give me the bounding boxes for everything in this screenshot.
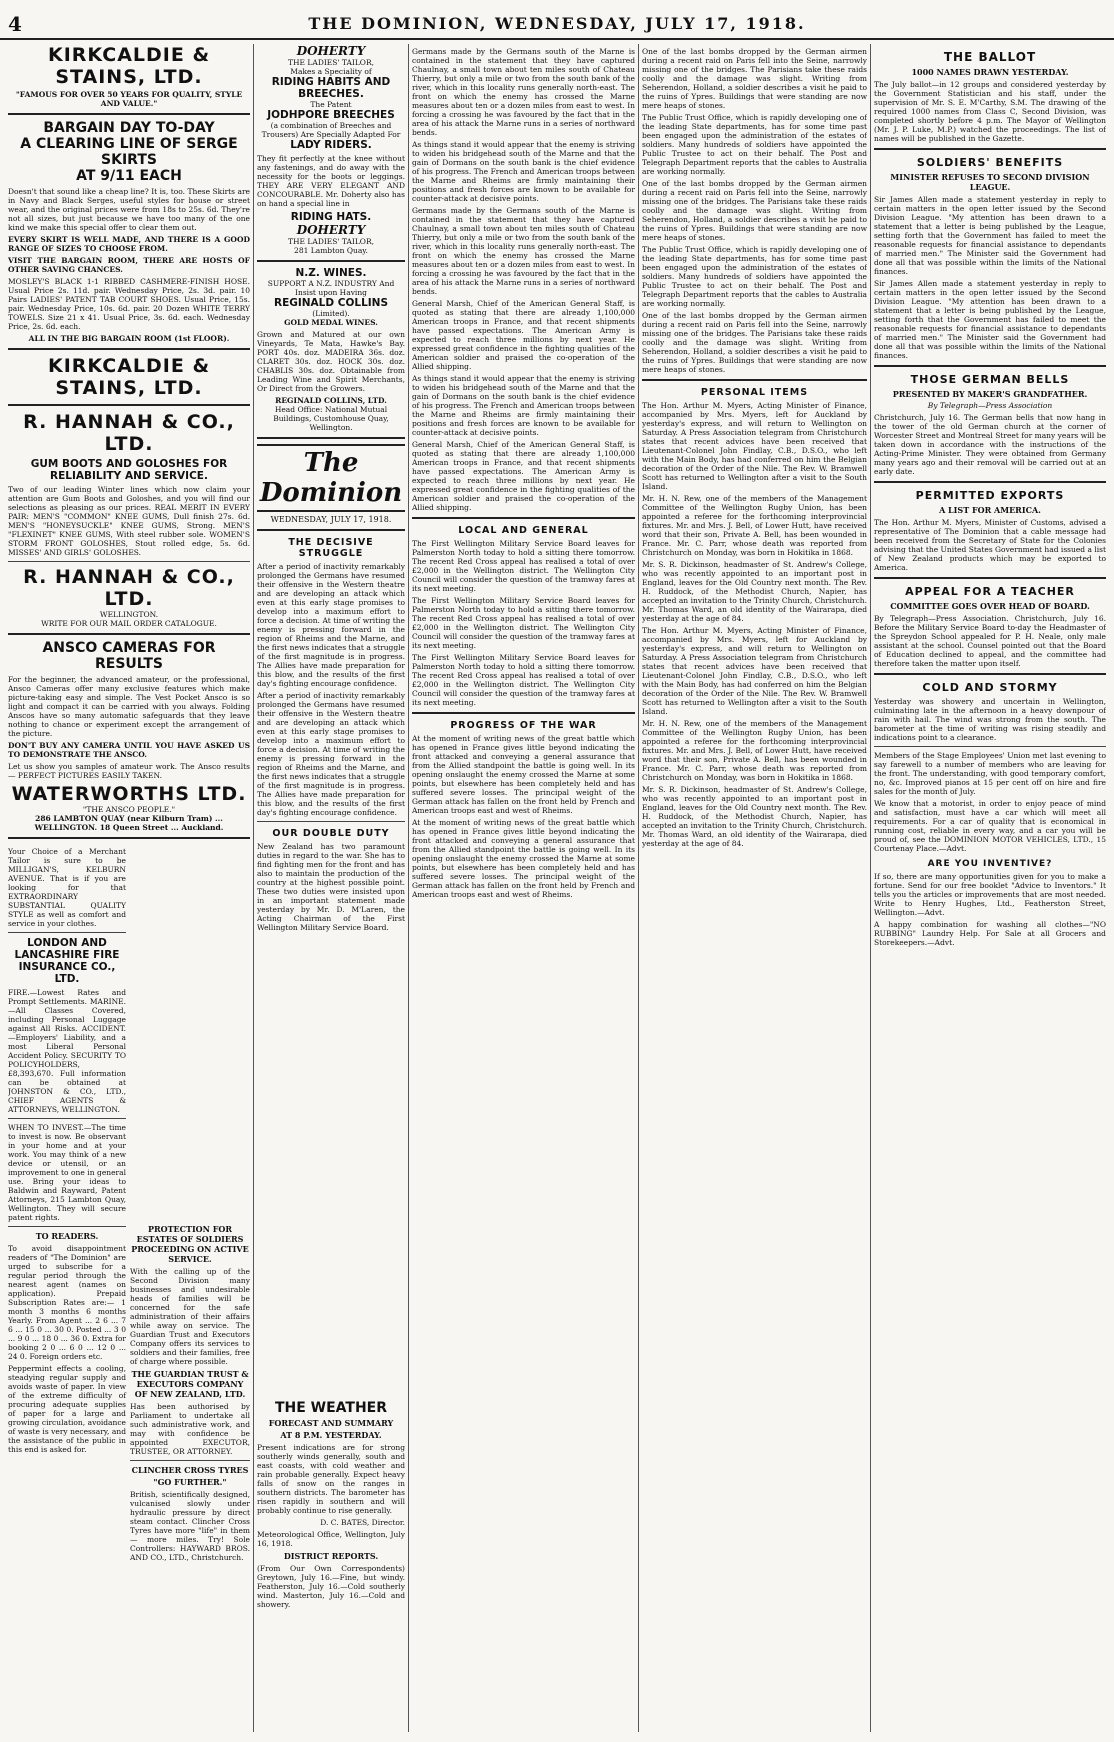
- forecast-signoff: D. C. BATES, Director.: [320, 1518, 405, 1527]
- divider: [874, 481, 1106, 483]
- nzwines-name-2: REGINALD COLLINS, LTD.: [275, 396, 387, 405]
- divider: [412, 712, 635, 714]
- divider: [874, 673, 1106, 675]
- inventive-title: ARE YOU INVENTIVE?: [927, 859, 1053, 869]
- hannah-catalogue: WRITE FOR OUR MAIL ORDER CATALOGUE.: [41, 619, 217, 628]
- divider: [8, 633, 250, 635]
- last-text: A happy combination for washing all clothes—"NO RUBBING" Laundry Help. For Sale at all Grocers and Storekeepers.—Advt.: [874, 920, 1106, 947]
- cold-text: Yesterday was showery and uncertain in Wellington, culminating late in the afternoon in a heavy downpour of rain with hail. The wind was strong from the south. The barometer at the time of writing was rising steadily and indications point to a clearance.: [874, 697, 1106, 742]
- soldiers-title: SOLDIERS' BENEFITS: [916, 156, 1064, 169]
- readers-note: Peppermint effects a cooling, steadying regular supply and avoids waste of paper. In view of the extreme difficulty of procuring adequate supplies of paper for a large and growing circulation, avoidance of waste is very necessary, and the assistance of the public in this end is asked for.: [8, 1364, 126, 1454]
- masthead-title: THE DOMINION, WEDNESDAY, JULY 17, 1918.: [308, 14, 806, 33]
- column-5: [874, 44, 1106, 1732]
- soldiers-text: Sir James Allen made a statement yesterday in reply to certain matters in the open letter issued by the Second Division League. "My attention has been drawn to a statement that a letter is being published by the League, setting forth that the Government has failed to meet the reasonable requests for financial assistance to dependants of married men." The Minister said the Government had done all that was possible within the limits of the National finances.: [874, 195, 1106, 276]
- page-number: 4: [8, 12, 22, 36]
- clincher-text: British, scientifically designed, vulcanised slowly under hydraulic pressure by direct steam contact. Clincher Cross Tyres have more "life" in them — more miles. Try! Sole Controllers: HAYWARD BROS. AND CO., LTD., Christchurch.: [130, 1490, 250, 1562]
- bargain-title: BARGAIN DAY TO-DAY: [43, 120, 215, 136]
- column-3: [412, 44, 635, 1732]
- doherty-patent: The Patent: [310, 100, 352, 109]
- nzwines-gold: GOLD MEDAL WINES.: [284, 318, 378, 327]
- progress-text-2: At the moment of writing news of the great battle which has opened in France gives little beyond indicating the front attacked and conveying a general assurance that from the Allied standpoint the battle is going well. In its opening onslaught the enemy crossed the Marne at some points, but elsewhere has been completely held and has suffered severe losses. The principal weight of the German attack has fallen on the front held by French and American troops east and west of Rheims.: [412, 818, 635, 899]
- divider: [642, 379, 867, 381]
- waterworths-address: 286 LAMBTON QUAY (near Kilburn Tram) ... WELLINGTON. 18 Queen Street ... Auckland.: [34, 814, 224, 832]
- divider: [874, 746, 1106, 747]
- divider: [130, 1460, 250, 1461]
- personal-text: The Hon. Arthur M. Myers, Acting Minister of Finance, accompanied by Mrs. Myers, left for Auckland by yesterday's express, and will return to Wellington on Saturday. A Press Association telegram from Christchurch states that recent advices have been received that Lieutenant-Colonel John Findlay, C.B., D.S.O., who left with the Main Body, has had conferred on him the Belgian decoration of the Order of the Nile. The Rev. W. Bramwell Scott has returned to Wellington after a visit to the South Island.: [642, 401, 867, 491]
- progress-text: At the moment of writing news of the great battle which has opened in France gives little beyond indicating the front attacked and conveying a general assurance that from the Allied standpoint the battle is going well. In its opening onslaught the enemy crossed the Marne at some points, but elsewhere has been completely held and has suffered severe losses. The principal weight of the German attack has fallen on the front held by French and American troops east and west of Rheims.: [412, 734, 635, 815]
- progress-title: PROGRESS OF THE WAR: [450, 720, 597, 731]
- ansco-free: Let us show you samples of amateur work. The Ansco results — PERFECT PICTURES EASILY TAKEN.: [8, 762, 250, 780]
- editorial-text: After a period of inactivity remarkably prolonged the Germans have resumed their offensive in the Western theatre and are developing an attack which even at this early stage promises to develop into a maximum effort to force a decision. At time of writing the enemy is pressing forward in the region of Rheims and the Marne, and the first news indicates that a struggle of the first magnitude is in progress. The Allies have made preparation for this blow, and the results of the first day's fighting encourage confidence.: [257, 562, 405, 688]
- central-text-2: General Marsh, Chief of the American General Staff, is quoted as stating that there are already 1,100,000 American troops in France, and that recent shipments have passed expectations. The American Army is expected to reach three millions by next year. He expressed great confidence in the fighting qualities of the American soldier and praised the co-operation of the Allied shipping.: [412, 440, 635, 512]
- district-text: (From Our Own Correspondents) Greytown, July 16.—Fine, but windy. Featherston, July 16.—Cold southerly wind. Masterton, July 16.—Cold and showery.: [257, 1564, 405, 1609]
- divider: [8, 932, 126, 933]
- column-rule: [408, 44, 409, 1732]
- forecast-text: Present indications are for strong southerly winds generally, south and east coasts, with cold weather and rain probable generally. Expect heavy falls of snow on the ranges in southern districts. The barometer has risen rapidly in southern and will probably continue to rise generally.: [257, 1443, 405, 1515]
- cold-title: COLD AND STORMY: [922, 681, 1058, 694]
- exports-text: The Hon. Arthur M. Myers, Minister of Customs, advised a representative of The Dominion that a cable message had been received from the Secretary of State for the Colonies advising that the United States Government had issued a list of New Zealand products which may be exported to America.: [874, 518, 1106, 572]
- doherty-sub-2: THE LADIES' TAILOR,: [288, 237, 374, 246]
- war-text-2: As things stand it would appear that the enemy is striving to widen his bridgehead south of the Marne and that the gain of Dormans on the south bank is the chief evidence of his progress. The French and American troops between the Marne and Rheims are firmly maintaining their positions and fresh forces are known to be available for counter-attack at decisive points.: [412, 140, 635, 203]
- ballot-text: The July ballot—in 12 groups and considered yesterday by the Government Statistician and his staff, under the supervision of Mr. S. E. M'Carthy, S.M. The drawing of the required 1000 names from Class C, Second Division, was completed shortly before 4 p.m. The Mayor of Wellington (Mr. J. P. Luke, M.P.) watched the proceedings. The list of names will be published in the Gazette.: [874, 80, 1106, 143]
- divider: [8, 837, 250, 839]
- london-text: FIRE.—Lowest Rates and Prompt Settlements. MARINE.—All Classes Covered, including Personal Luggage against All Risks. ACCIDENT.—Employers' Liability, and a most Liberal Personal Accident Policy. SECURITY TO POLICYHOLDERS, £8,393,670. Full information can be obtained at JOHNSTON & CO., LTD., CHIEF AGENTS & ATTORNEYS, WELLINGTON.: [8, 988, 126, 1114]
- hannah-repeat: R. HANNAH & CO., LTD.: [23, 566, 235, 610]
- masthead: [0, 10, 1114, 40]
- protection-text: With the calling up of the Second Division many businesses and undesirable heads of families will be concerned for the safe administration of their affairs while away on service. The Guardian Trust and Executors Company offers its services to soldiers and their families, free of charge where possible.: [130, 1267, 250, 1366]
- personal-title: PERSONAL ITEMS: [700, 387, 809, 398]
- divider: [257, 260, 405, 262]
- bargain-items: MOSLEY'S BLACK 1-1 RIBBED CASHMERE-FINISH HOSE. Usual Price 2s. 11d. pair. Wednesday Price, 2s. 3d. pair. 10 Pairs LADIES' PATENT TAB COURT SHOES. Usual Price, 15s. pair. Wednesday Price, 10s. 6d. pair. 20 Dozen WHITE TERRY TOWELS. Size 21 x 41. Usual Price, 3s. 6d. each. Wednesday Price, 2s. 6d. each.: [8, 277, 250, 331]
- war-text-4: As things stand it would appear that the enemy is striving to widen his bridgehead south of the Marne and that the gain of Dormans on the south bank is the chief evidence of his progress. The French and American troops between the Marne and Rheims are firmly maintaining their positions and fresh forces are known to be available for counter-attack at decisive points.: [412, 374, 635, 437]
- doherty-note: (a combination of Breeches and Trousers) Are Specially Adapted For: [261, 121, 401, 139]
- divider: [874, 148, 1106, 150]
- paper-date: WEDNESDAY, JULY 17, 1918.: [270, 515, 392, 524]
- ballot-title: THE BALLOT: [943, 50, 1037, 64]
- teacher-text: By Telegraph—Press Association. Christchurch, July 16. Before the Military Service Board to-day the Headmaster of the Spreydon School appealed for P. H. Neale, only male assistant at the school. Counsel pointed out that the Board of Education declined to appeal, and the committee had therefore taken the matter upon itself.: [874, 614, 1106, 668]
- doherty-line3: LADY RIDERS.: [290, 139, 372, 151]
- divider: [8, 348, 250, 350]
- bells-text: Christchurch, July 16. The German bells that now hang in the tower of the old German church at the corner of Worcester Street and Montreal Street for many years will be taken down in accordance with the instructions of the Acting-Prime Minister. They were obtained from Germany many years ago and their removal will be carried out at an early date.: [874, 413, 1106, 476]
- clincher-sub: "GO FURTHER.": [153, 1477, 227, 1487]
- waterworths-sub: "THE ANSCO PEOPLE.": [82, 805, 176, 814]
- doherty-spec: Makes a Speciality of: [290, 67, 372, 76]
- duty-title: OUR DOUBLE DUTY: [272, 828, 390, 839]
- central-text: General Marsh, Chief of the American General Staff, is quoted as stating that there are already 1,100,000 American troops in France, and that recent shipments have passed expectations. The American Army is expected to reach three millions by next year. He expressed great confidence in the fighting qualities of the American soldier and praised the co-operation of the Allied shipping.: [412, 299, 635, 371]
- ballot-sub: 1000 NAMES DRAWN YESTERDAY.: [911, 67, 1069, 77]
- kirkcaldie-title: KIRKCALDIE & STAINS, LTD.: [47, 44, 211, 88]
- exports-title: PERMITTED EXPORTS: [915, 489, 1065, 502]
- personal-text-5: Mr. H. N. Rew, one of the members of the Management Committee of the Wellington Rugby Union, has been appointed a referee for the forthcoming interprovincial fixtures. Mr. and Mrs. J. Bell, of Lower Hutt, have received word that their son, Private A. Bell, has been wounded in France. Mr. C. Parr, whose death was reported from Christchurch on Monday, was born in Hokitika in 1868.: [642, 719, 867, 782]
- divider: [8, 1118, 126, 1119]
- teacher-title: APPEAL FOR A TEACHER: [905, 585, 1075, 598]
- bells-sub: PRESENTED BY MAKER'S GRANDFATHER.: [892, 389, 1088, 399]
- doherty-name: DOHERTY: [296, 44, 366, 58]
- duty-text: New Zealand has two paramount duties in regard to the war. She has to find fighting men for the front and has also to maintain the production of the country at the highest possible point. These two duties were insisted upon in an important statement made yesterday by Mr. D. M'Laren, the Acting Chairman of the First Wellington Military Service Board.: [257, 842, 405, 932]
- doherty-line4: RIDING HATS.: [290, 211, 372, 223]
- nzwines-title: N.Z. WINES.: [295, 267, 367, 279]
- divider: [874, 365, 1106, 367]
- nzwines-name: REGINALD COLLINS: [273, 297, 389, 309]
- bargain-footer: ALL IN THE BIG BARGAIN ROOM (1st FLOOR).: [28, 334, 230, 343]
- forecast-title: FORECAST AND SUMMARY: [268, 1418, 394, 1428]
- exports-sub: A LIST FOR AMERICA.: [939, 505, 1041, 515]
- column-4: [642, 44, 867, 1732]
- local-title: LOCAL AND GENERAL: [458, 525, 589, 536]
- clincher-title: CLINCHER CROSS TYRES: [131, 1465, 249, 1475]
- bells-title: THOSE GERMAN BELLS: [910, 373, 1070, 386]
- editorial-title: THE DECISIVE STRUGGLE: [288, 537, 374, 559]
- local-text-2: The First Wellington Military Service Board leaves for Palmerston North today to hold a sitting there tomorrow. The recent Red Cross appeal has realised a total of over £2,000 in the Wellington district. The Wellington City Council will consider the question of the tramway fares at its next meeting.: [412, 596, 635, 650]
- bargain-room-note: EVERY SKIRT IS WELL MADE, AND THERE IS A GOOD RANGE OF SIZES TO CHOOSE FROM.: [8, 235, 250, 253]
- kirkcaldie-slogan: "FAMOUS FOR OVER 50 YEARS FOR QUALITY, STYLE AND VALUE.": [15, 90, 243, 108]
- local-text: The First Wellington Military Service Board leaves for Palmerston North today to hold a sitting there tomorrow. The recent Red Cross appeal has realised a total of over £2,000 in the Wellington district. The Wellington City Council will consider the question of the tramway fares at its next meeting.: [412, 539, 635, 593]
- col4-top-text-3: One of the last bombs dropped by the German airmen during a recent raid on Paris fell into the Seine, narrowly missing one of the bridges. The Parisians take these raids coolly and the damage was slight. Writing from Seherendon, Holland, a soldier describes a visit he paid to the ruins of Ypres. Buildings that were standing are now mere heaps of stones.: [642, 179, 867, 242]
- guardian-title: THE GUARDIAN TRUST & EXECUTORS COMPANY OF NEW ZEALAND, LTD.: [131, 1369, 249, 1399]
- motor-text: We know that a motorist, in order to enjoy peace of mind and satisfaction, must have a car which will meet all requirements. For a car of quality that is economical in running cost, reliable in every way, and a car you will be proud of, see the DOMINION MOTOR VEHICLES, LTD., 15 Courtenay Place.—Advt.: [874, 799, 1106, 853]
- personal-text-2: Mr. H. N. Rew, one of the members of the Management Committee of the Wellington Rugby Union, has been appointed a referee for the forthcoming interprovincial fixtures. Mr. and Mrs. J. Bell, of Lower Hutt, have received word that their son, Private A. Bell, has been wounded in France. Mr. C. Parr, whose death was reported from Christchurch on Monday, was born in Hokitika in 1868.: [642, 494, 867, 557]
- personal-text-3: Mr. S. R. Dickinson, headmaster of St. Andrew's College, who was recently appointed to an important post in England, leaves for the Old Country next month. The Rev. H. Ruddock, of the Methodist Church, Napier, has accepted an invitation to the Trinity Church, Christchurch. Mr. Thomas Ward, an old identity of the Wairarapa, died yesterday at the age of 84.: [642, 560, 867, 623]
- editorial-text-2: After a period of inactivity remarkably prolonged the Germans have resumed their offensive in the Western theatre and are developing an attack which even at this early stage promises to develop into a maximum effort to force a decision. At time of writing the enemy is pressing forward in the region of Rheims and the Marne, and the first news indicates that a struggle of the first magnitude is in progress. The Allies have made preparation for this blow, and the results of the first day's fighting encourage confidence.: [257, 691, 405, 817]
- visit-note: VISIT THE BARGAIN ROOM, THERE ARE HOSTS OF OTHER SAVING CHANCES.: [8, 256, 250, 274]
- bargain-intro: Doesn't that sound like a cheap line? It is, too. These Skirts are in Navy and Black Serges, useful styles for house or street wear, and the original prices were from 18s to 25s. 6d. They're not all sizes, but just because we have too many of the one kind we make this special offer to clear them out.: [8, 187, 250, 232]
- gumboots-text: Two of our leading Winter lines which now claim your attention are Gum Boots and Goloshes, and you will find our selections as pleasing as our prices. REAL MERIT IN EVERY PAIR: MEN'S "COMMON" KNEE GUMS, Dull finish 27s. 6d. MEN'S "HONEYSUCKLE" KNEE GUMS, Strong. MEN'S "FLEXINET" KNEE GUMS, With steel rubber sole. WOMEN'S STORM FRONT GOLOSHES, Stout rolled edge, 5s. 6d. MISSES' AND GIRLS' GOLOSHES.: [8, 485, 250, 557]
- soldiers-text-2: Sir James Allen made a statement yesterday in reply to certain matters in the open letter issued by the Second Division League. "My attention has been drawn to a statement that a letter is being published by the League, setting forth that the Government has failed to meet the reasonable requests for financial assistance to dependants of married men." The Minister said the Government had done all that was possible within the limits of the National finances.: [874, 279, 1106, 360]
- nzwines-text: Grown and Matured at our own Vineyards, Te Mata, Hawke's Bay. PORT 40s. doz. MADEIRA 36s. doz. CLARET 30s. doz. HOCK 30s. doz. CHABLIS 30s. doz. Obtainable from Leading Wine and Spirit Merchants, Or Direct from the Growers.: [257, 330, 405, 393]
- personal-text-4: The Hon. Arthur M. Myers, Acting Minister of Finance, accompanied by Mrs. Myers, left for Auckland by yesterday's express, and will return to Wellington on Saturday. A Press Association telegram from Christchurch states that recent advices have been received that Lieutenant-Colonel John Findlay, C.B., D.S.O., who left with the Main Body, has had conferred on him the Belgian decoration of the Order of the Nile. The Rev. W. Bramwell Scott has returned to Wellington after a visit to the South Island.: [642, 626, 867, 716]
- milligans-text: Your Choice of a Merchant Tailor is sure to be MILLIGAN'S, KELBURN AVENUE. That is if you are looking for that EXTRAORDINARY SUBSTANTIAL QUALITY STYLE as well as comfort and service in your clothes.: [8, 847, 126, 928]
- divider: [8, 1226, 126, 1227]
- local-text-3: The First Wellington Military Service Board leaves for Palmerston North today to hold a sitting there tomorrow. The recent Red Cross appeal has realised a total of over £2,000 in the Wellington district. The Wellington City Council will consider the question of the tramway fares at its next meeting.: [412, 653, 635, 707]
- ansco-title: ANSCO CAMERAS FOR RESULTS: [42, 640, 216, 672]
- doherty-sub: THE LADIES' TAILOR,: [288, 58, 374, 67]
- clearing-title: A CLEARING LINE OF SERGE SKIRTS: [20, 136, 238, 168]
- column-rule: [253, 44, 254, 1732]
- doherty-address: 281 Lambton Quay.: [294, 246, 368, 255]
- lower-ads-left: [130, 1222, 250, 1732]
- divider: [412, 517, 635, 519]
- doherty-text: They fit perfectly at the knee without any fastenings, and do away with the necessity for the boots or leggings. THEY ARE VERY ELEGANT AND CONCOURABLE. Mr. Doherty also has on hand a special line in: [257, 154, 405, 208]
- teacher-sub: COMMITTEE GOES OVER HEAD OF BOARD.: [890, 601, 1090, 611]
- hannah-title: R. HANNAH & CO., LTD.: [23, 411, 235, 455]
- divider: [8, 404, 250, 406]
- divider: [8, 561, 250, 562]
- personal-text-6: Mr. S. R. Dickinson, headmaster of St. Andrew's College, who was recently appointed to an important post in England, leaves for the Old Country next month. The Rev. H. Ruddock, of the Methodist Church, Napier, has accepted an invitation to the Trinity Church, Christchurch. Mr. Thomas Ward, an old identity of the Wairarapa, died yesterday at the age of 84.: [642, 785, 867, 848]
- paper-nameplate: The Dominion: [257, 444, 405, 512]
- weather-title: THE WEATHER: [274, 1400, 388, 1416]
- left-subcolumn: [8, 844, 126, 1457]
- district-title: DISTRICT REPORTS.: [283, 1551, 379, 1561]
- col4-top-text-5: One of the last bombs dropped by the German airmen during a recent raid on Paris fell into the Seine, narrowly missing one of the bridges. The Parisians take these raids coolly and the damage was slight. Writing from Seherendon, Holland, a soldier describes a visit he paid to the ruins of Ypres. Buildings that were standing are now mere heaps of stones.: [642, 311, 867, 374]
- war-text-3: Germans made by the Germans south of the Marne is contained in the statement that they have captured Chaulnay, a small town about ten miles south of Chateau Thierry, but only a mile or two from the south bank of the river, which in this locality runs generally north-east. The front on which the enemy has crossed the Marne measures about ten or a dozen miles from east to west. In forcing a crossing he was favoured by the fact that in the area of his attack the Marne runs in a series of northward bends.: [412, 206, 635, 296]
- nzwines-ltd: (Limited).: [312, 309, 350, 318]
- forecast-office: Meteorological Office, Wellington, July 16, 1918.: [257, 1530, 405, 1548]
- london-title: LONDON AND LANCASHIRE FIRE INSURANCE CO., LTD.: [14, 937, 120, 985]
- waterworths-title: WATERWORTHS LTD.: [11, 783, 247, 805]
- divider: [874, 577, 1106, 579]
- wanted-text: WHEN TO INVEST.—The time to invest is now. Be observant in your home and at your work. You may think of a new device or utensil, or an improvement to one in general use. Bring your ideas to Baldwin and Rayward, Patent Attorneys, 215 Lambton Quay, Wellington. They will secure patent rights.: [8, 1123, 126, 1222]
- kirkcaldie-repeat: KIRKCALDIE & STAINS, LTD.: [47, 355, 211, 399]
- nzwines-sub: SUPPORT A N.Z. INDUSTRY And Insist upon Having: [267, 279, 395, 297]
- divider: [257, 529, 405, 531]
- war-text: Germans made by the Germans south of the Marne is contained in the statement that they have captured Chaulnay, a small town about ten miles south of Chateau Thierry, but only a mile or two from the south bank of the river, which in this locality runs generally north-east. The front on which the enemy has crossed the Marne measures about ten or a dozen miles from east to west. In forcing a crossing he was favoured by the fact that in the area of his attack the Marne runs in a series of northward bends.: [412, 47, 635, 137]
- ansco-text: For the beginner, the advanced amateur, or the professional, Ansco Cameras offer many exclusive features which make picture-taking easy and simple. The Vest Pocket Ansco is so light and compact it can be carried with you always. Folding Anscos have so many automatic safeguards that they leave nothing to chance or experiment except the arrangement of the picture.: [8, 675, 250, 738]
- forecast-time: AT 8 P.M. YESTERDAY.: [280, 1430, 382, 1440]
- soldiers-sub: MINISTER REFUSES TO SECOND DIVISION LEAGUE.: [890, 172, 1090, 192]
- doherty-line1: RIDING HABITS AND BREECHES.: [271, 76, 391, 100]
- guardian-text: Has been authorised by Parliament to undertake all such administrative work, and may with confidence be appointed EXECUTOR, TRUSTEE, OR ATTORNEY.: [130, 1402, 250, 1456]
- inventive-text: If so, there are many opportunities given for you to make a fortune. Send for our free booklet "Advice to Inventors." It tells you the articles or improvements that are most needed. Write to Henry Hughes, Ltd., Featherston Street, Wellington.—Advt.: [874, 872, 1106, 917]
- protection-title: PROTECTION FOR ESTATES OF SOLDIERS PROCEEDING ON ACTIVE SERVICE.: [131, 1224, 249, 1264]
- doherty-name-2: DOHERTY: [296, 223, 366, 237]
- ads-text: Members of the Stage Employees' Union met last evening to say farewell to a number of members who are leaving for the front. The understanding, with good temporary comfort, no, &c. Improved pianos at 15 per cent off on hire and fire sales for the month of July.: [874, 751, 1106, 796]
- column-rule: [870, 44, 871, 1732]
- ansco-note: DON'T BUY ANY CAMERA UNTIL YOU HAVE ASKED US TO DEMONSTRATE THE ANSCO.: [8, 741, 250, 759]
- doherty-line2: JODHPORE BREECHES: [267, 109, 395, 121]
- bells-byline: By Telegraph—Press Association: [927, 401, 1053, 410]
- col4-top-text-4: The Public Trust Office, which is rapidly developing one of the leading State departments, has for some time past been engaged upon the administration of the estates of soldiers. Many hundreds of soldiers have appointed the Public Trustee to act on their behalf. The Post and Telegraph Department reports that the cables to Australia are working normally.: [642, 245, 867, 308]
- divider: [257, 437, 405, 439]
- nzwines-address: Head Office: National Mutual Buildings, Customhouse Quay, Wellington.: [273, 405, 389, 432]
- col4-top-text-2: The Public Trust Office, which is rapidly developing one of the leading State departments, has for some time past been engaged upon the administration of the estates of soldiers. Many hundreds of soldiers have appointed the Public Trustee to act on their behalf. The Post and Telegraph Department reports that the cables to Australia are working normally.: [642, 113, 867, 176]
- divider: [257, 821, 405, 822]
- readers-title: TO READERS.: [35, 1231, 99, 1241]
- col4-top-text: One of the last bombs dropped by the German airmen during a recent raid on Paris fell into the Seine, narrowly missing one of the bridges. The Parisians take these raids coolly and the damage was slight. Writing from Seherendon, Holland, a soldier describes a visit he paid to the ruins of Ypres. Buildings that were standing are now mere heaps of stones.: [642, 47, 867, 110]
- hannah-location: WELLINGTON.: [99, 610, 159, 619]
- price-title: AT 9/11 EACH: [76, 168, 182, 184]
- divider: [8, 113, 250, 115]
- gumboots-title: GUM BOOTS AND GOLOSHES FOR RELIABILITY AND SERVICE.: [30, 458, 228, 482]
- weather-section: [257, 1400, 405, 1732]
- column-rule: [638, 44, 639, 1732]
- readers-text: To avoid disappointment readers of "The Dominion" are urged to subscribe for a regular period through the nearest agent (names on application). Prepaid Subscription Rates are:— 1 month 3 months 6 months Yearly. From Agent ... 2 6 ... 7 6 ... 15 0 ... 30 0. Posted ... 3 0 ... 9 0 ... 18 0 ... 36 0. Extra for booking 2 0 ... 6 0 ... 12 0 ... 24 0. Foreign orders etc.: [8, 1244, 126, 1361]
